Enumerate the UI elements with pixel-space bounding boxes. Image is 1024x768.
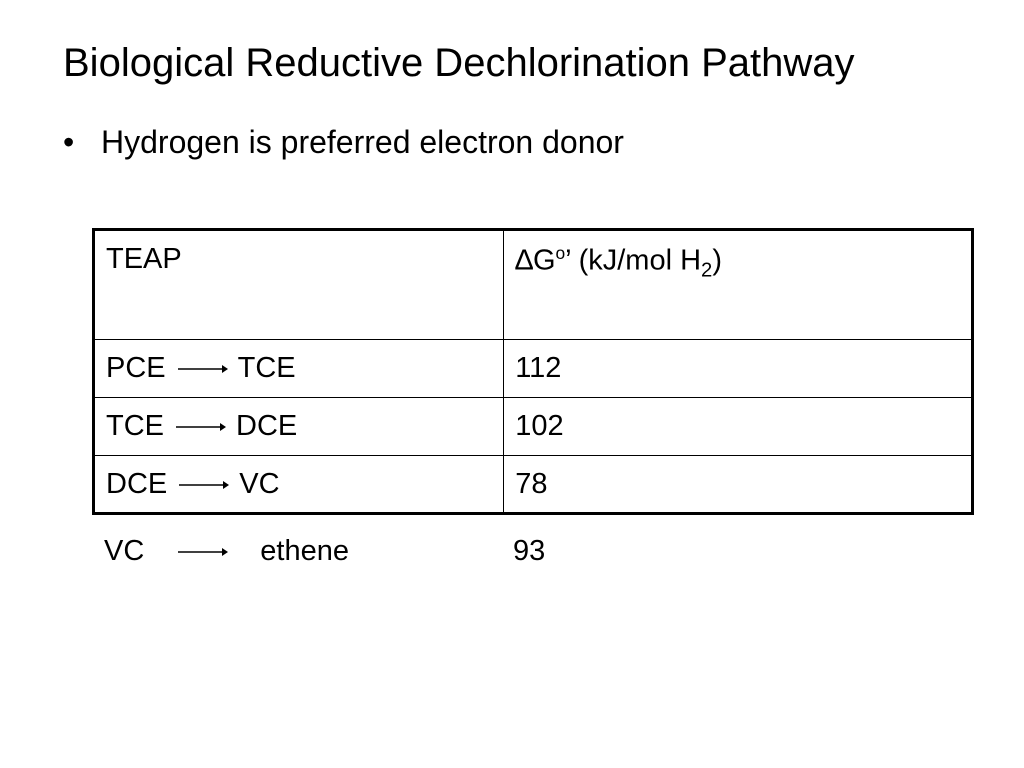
reactant: VC [104, 535, 145, 567]
value-cell: 78 [504, 456, 973, 514]
header-units: ’ (kJ/mol H [565, 244, 702, 277]
arrow-icon [179, 479, 229, 491]
reaction-cell [94, 456, 504, 514]
value-cell: 112 [504, 340, 973, 398]
bullet-text: Hydrogen is preferred electron donor [101, 124, 624, 160]
header-g: G [532, 244, 556, 277]
table-row [94, 456, 973, 514]
slide-title: Biological Reductive Dechlorination Pathway [63, 41, 855, 85]
product: DCE [236, 410, 298, 442]
product: ethene [260, 535, 349, 567]
arrow-icon [178, 546, 228, 558]
table-row [94, 398, 973, 456]
header-superscript: o [555, 243, 566, 263]
reactant: PCE [106, 352, 166, 384]
product: TCE [237, 352, 296, 384]
energy-table [92, 228, 974, 515]
value-cell: 93 [513, 535, 546, 567]
header-close: ) [712, 244, 722, 277]
header-teap: TEAP [94, 230, 504, 340]
extra-reaction-row [104, 532, 546, 570]
arrow-icon [178, 363, 228, 375]
value-cell: 102 [504, 398, 973, 456]
reactant: DCE [106, 468, 168, 500]
reaction-cell [94, 398, 504, 456]
header-gibbs-energy [504, 230, 973, 340]
reaction-cell [94, 340, 504, 398]
table-row [94, 340, 973, 398]
bullet-dot: • [63, 124, 75, 160]
table-header-row [94, 230, 973, 340]
product: VC [239, 468, 280, 500]
delta-symbol: ∆ [515, 244, 533, 277]
reactant: TCE [106, 410, 164, 442]
header-subscript: 2 [701, 259, 713, 282]
bullet-point [63, 120, 624, 164]
arrow-icon [176, 421, 226, 433]
